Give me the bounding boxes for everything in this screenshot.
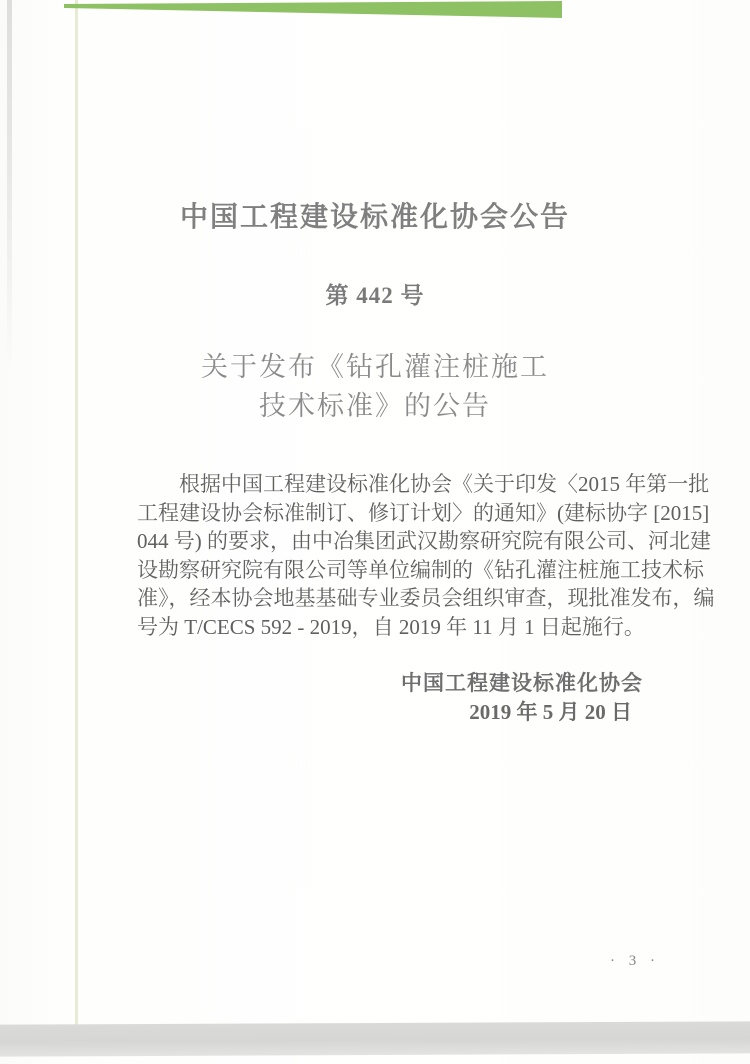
scan-bottom-band — [0, 1021, 750, 1056]
subtitle-line-2: 技术标准》的公告 — [259, 391, 491, 421]
page-title: 中国工程建设标准化协会公告 — [179, 201, 570, 232]
green-accent-bar — [64, 1, 562, 20]
scan-left-edge-shadow — [7, 0, 12, 370]
body-line: 设勘察研究院有限公司等单位编制的《钻孔灌注桩施工技术标 — [137, 557, 704, 582]
left-fold-green-line — [75, 0, 78, 1026]
body-line: 号为 T/CECS 592 - 2019，自 2019 年 11 月 1 日起施行。 — [137, 614, 645, 639]
signature-date: 2019 年 5 月 20 日 — [469, 700, 632, 724]
body-line: 根据中国工程建设标准化协会《关于印发〈2015 年第一批 — [179, 472, 710, 496]
body-line: 044 号) 的要求，由中冶集团武汉勘察研究院有限公司、河北建 — [137, 529, 711, 553]
subtitle-line-1: 关于发布《钻孔灌注桩施工 — [201, 352, 549, 382]
page-number: · 3 · — [610, 953, 660, 969]
body-line: 准》，经本协会地基基础专业委员会组织审查，现批准发布，编 — [137, 586, 715, 610]
announcement-body — [137, 468, 715, 639]
announcement-number: 第 442 号 — [325, 283, 425, 308]
body-line: 工程建设协会标准制订、修订计划〉的通知》(建标协字 [2015] — [137, 500, 710, 525]
signature: 中国工程建设标准化协会 — [401, 672, 643, 695]
announcement-subtitle — [0, 348, 750, 426]
